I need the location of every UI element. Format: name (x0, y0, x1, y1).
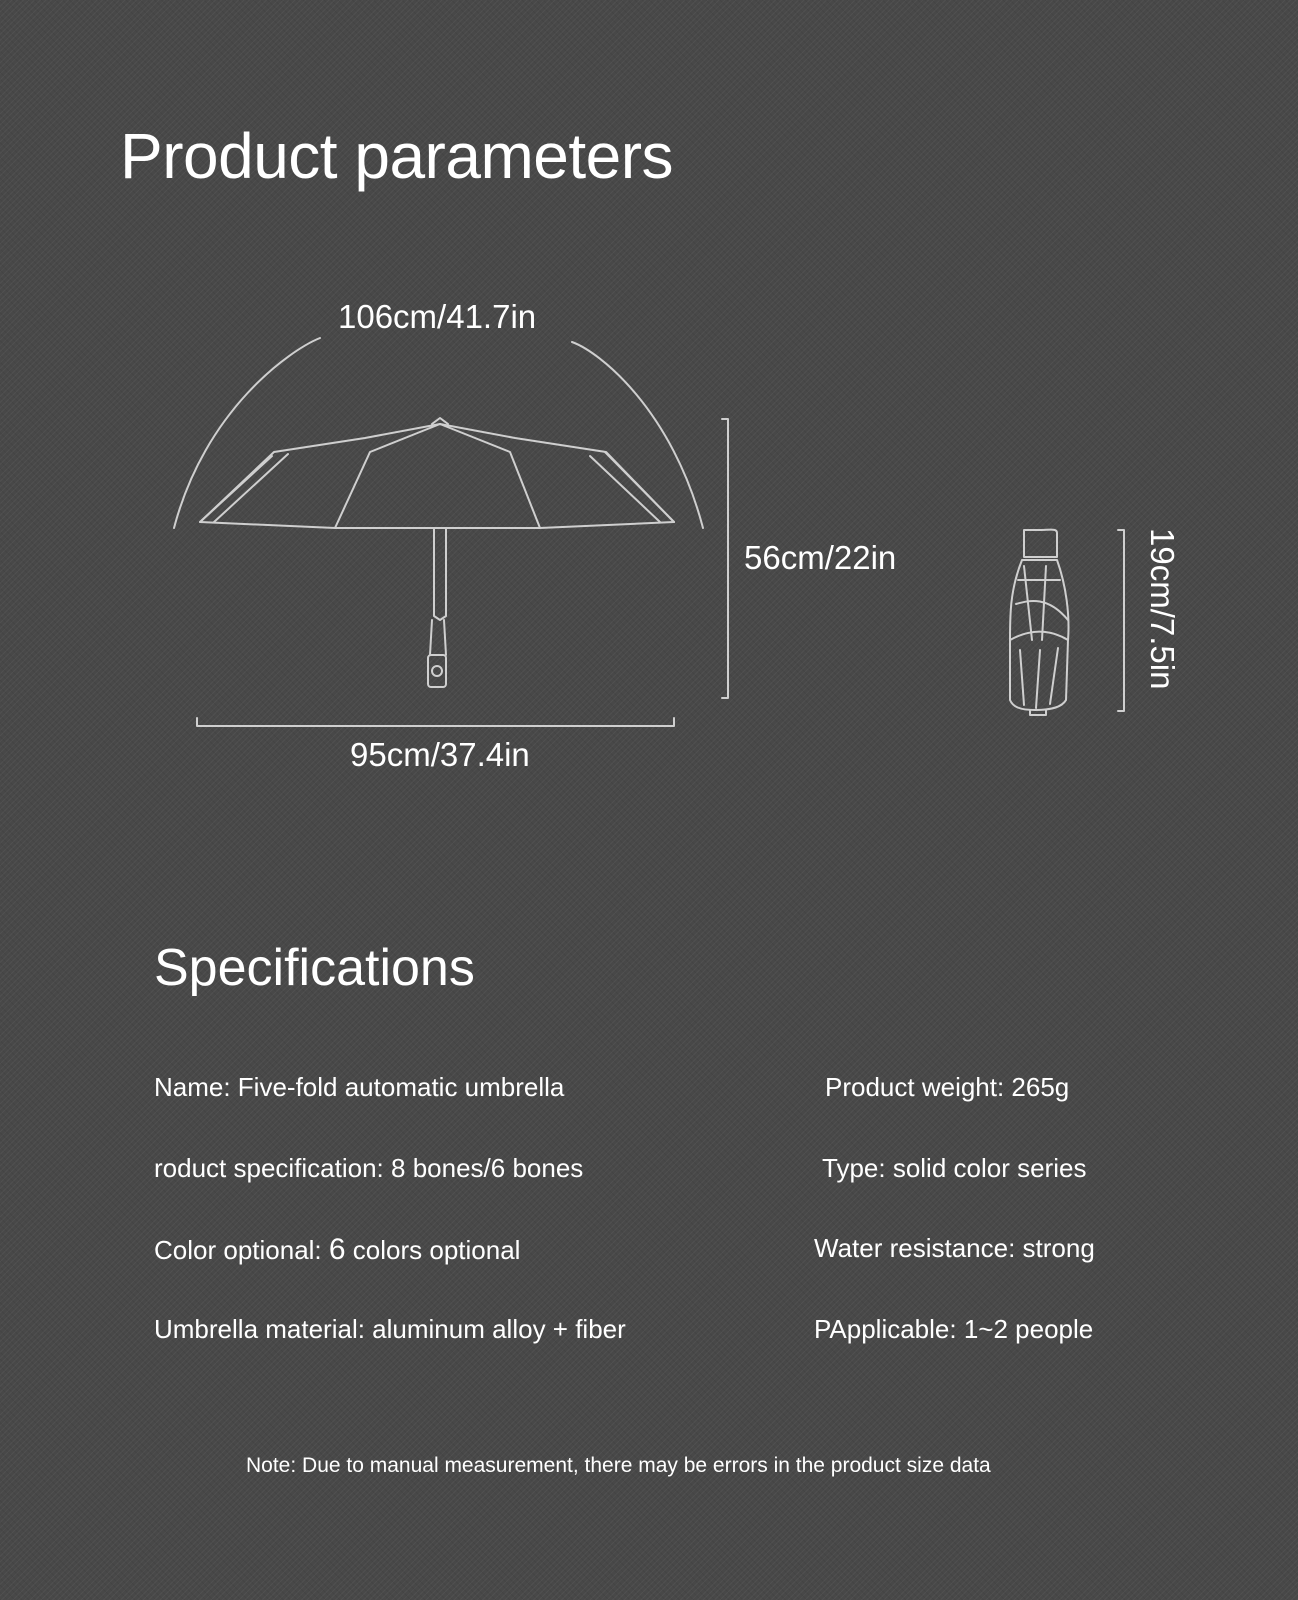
spec-type: Type: solid color series (822, 1153, 1087, 1183)
spec-applicable: PApplicable: 1~2 people (814, 1314, 1094, 1344)
spec-umbrella-material: Umbrella material: aluminum alloy + fiber (154, 1314, 626, 1344)
spec-name: Name: Five-fold automatic umbrella (154, 1072, 565, 1102)
width-measure-line (197, 718, 674, 726)
folded-length-label: 19cm/7.5in (1144, 528, 1181, 690)
spec-water-resistance: Water resistance: strong (814, 1233, 1095, 1263)
measurement-note: Note: Due to manual measurement, there may be errors in the product size data (246, 1454, 991, 1477)
spec-product-specification: roduct specification: 8 bones/6 bones (154, 1153, 584, 1183)
height-measure-line (722, 419, 728, 698)
open-width-label: 95cm/37.4in (350, 736, 530, 773)
spec-color-prefix: Color optional: (154, 1235, 329, 1265)
folded-umbrella-icon (1010, 530, 1069, 715)
page-title: Product parameters (120, 120, 674, 192)
arc-measure-line (174, 338, 320, 528)
arc-length-label: 106cm/41.7in (338, 298, 537, 335)
spec-product-weight: Product weight: 265g (825, 1072, 1070, 1102)
folded-height-measure-line (1118, 530, 1124, 711)
open-umbrella-icon (200, 418, 674, 687)
spec-color-suffix: colors optional (345, 1235, 521, 1265)
spec-color-count: 6 (328, 1233, 346, 1266)
open-height-label: 56cm/22in (744, 539, 897, 576)
spec-color-optional (154, 1235, 520, 1265)
specifications-heading: Specifications (154, 939, 475, 997)
